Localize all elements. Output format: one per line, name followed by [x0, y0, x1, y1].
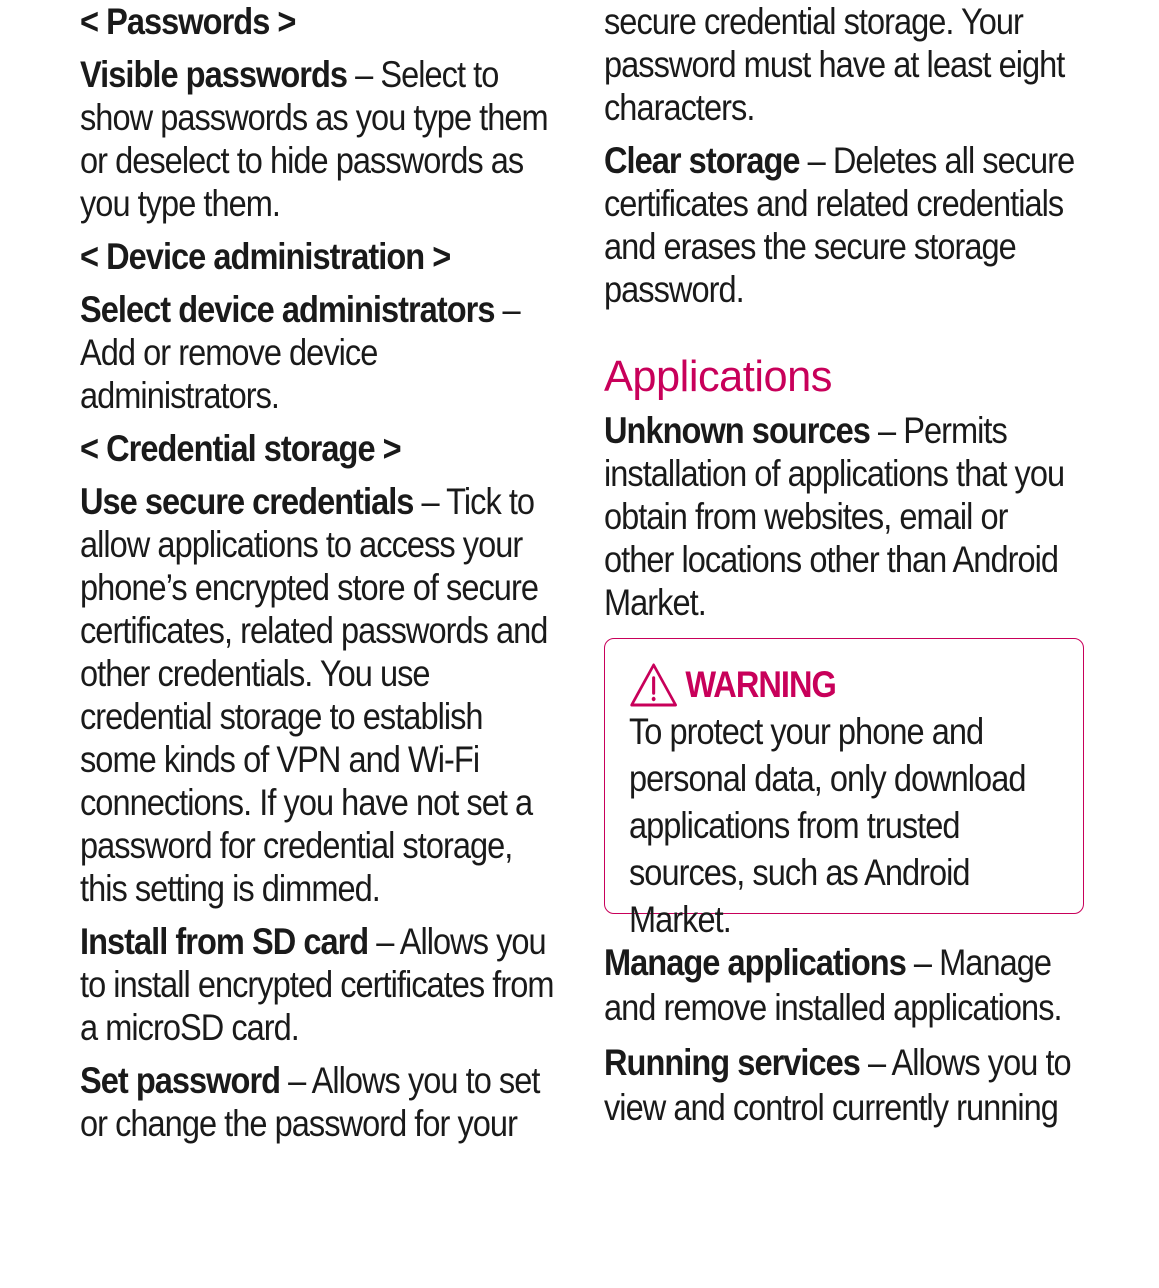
warning-triangle-icon [629, 662, 678, 708]
use-secure-credentials-term: Use secure credentials [80, 481, 414, 522]
select-device-administrators-desc: – Add or remove device administrators. [80, 289, 520, 416]
install-from-sd-desc: – Allows you to install encrypted certificates from a microSD card. [80, 921, 554, 1048]
warning-body: To protect your phone and personal data, only download applications from trusted sources, such as Android Market. [629, 711, 1026, 940]
set-password-term: Set password [80, 1060, 281, 1101]
warning-content [629, 661, 1069, 943]
running-services-desc: – Allows you to view and control currently running [604, 1042, 1071, 1128]
set-password-paragraph [80, 1059, 555, 1145]
install-from-sd-term: Install from SD card [80, 921, 369, 962]
manage-applications-paragraph [604, 940, 1084, 1030]
applications-section-title: Applications [604, 352, 832, 401]
credential-storage-continued: secure credential storage. Your password must have at least eight characters. [604, 1, 1065, 128]
manage-applications-term: Manage applications [604, 942, 906, 983]
running-services-paragraph [604, 1040, 1084, 1130]
unknown-sources-desc: – Permits installation of applications that you obtain from websites, email or other locations other than Android Market. [604, 410, 1065, 623]
select-device-administrators-term: Select device administrators [80, 289, 495, 330]
passwords-heading: < Passwords > [80, 1, 296, 42]
set-password-desc: – Allows you to set or change the password for your [80, 1060, 540, 1144]
device-administration-heading: < Device administration > [80, 236, 451, 277]
manage-applications-desc: – Manage and remove installed applications. [604, 942, 1062, 1028]
use-secure-credentials-paragraph [80, 480, 555, 910]
visible-passwords-paragraph [80, 53, 555, 225]
clear-storage-desc: – Deletes all secure certificates and related credentials and erases the secure storage password. [604, 140, 1075, 310]
visible-passwords-desc: – Select to show passwords as you type them or deselect to hide passwords as you type them. [80, 54, 548, 224]
after-warning-content [604, 940, 1084, 1140]
warning-title-row [629, 661, 1069, 708]
credential-storage-heading: < Credential storage > [80, 428, 401, 469]
right-column [604, 0, 1084, 634]
visible-passwords-term: Visible passwords [80, 54, 348, 95]
clear-storage-term: Clear storage [604, 140, 800, 181]
use-secure-credentials-desc: – Tick to allow applications to access your phone’s encrypted store of secure certificates, related passwords and other credentials. You use credential storage to establish some kinds of VPN and Wi-Fi connections. If you have not set a password for credential storage, this setting is dimmed. [80, 481, 548, 909]
unknown-sources-term: Unknown sources [604, 410, 870, 451]
install-from-sd-paragraph [80, 920, 555, 1049]
warning-box [604, 638, 1084, 940]
left-column [80, 0, 555, 1155]
clear-storage-paragraph [604, 139, 1084, 311]
warning-title: WARNING [685, 664, 836, 705]
select-device-administrators-paragraph [80, 288, 555, 417]
unknown-sources-paragraph [604, 409, 1084, 624]
running-services-term: Running services [604, 1042, 860, 1083]
